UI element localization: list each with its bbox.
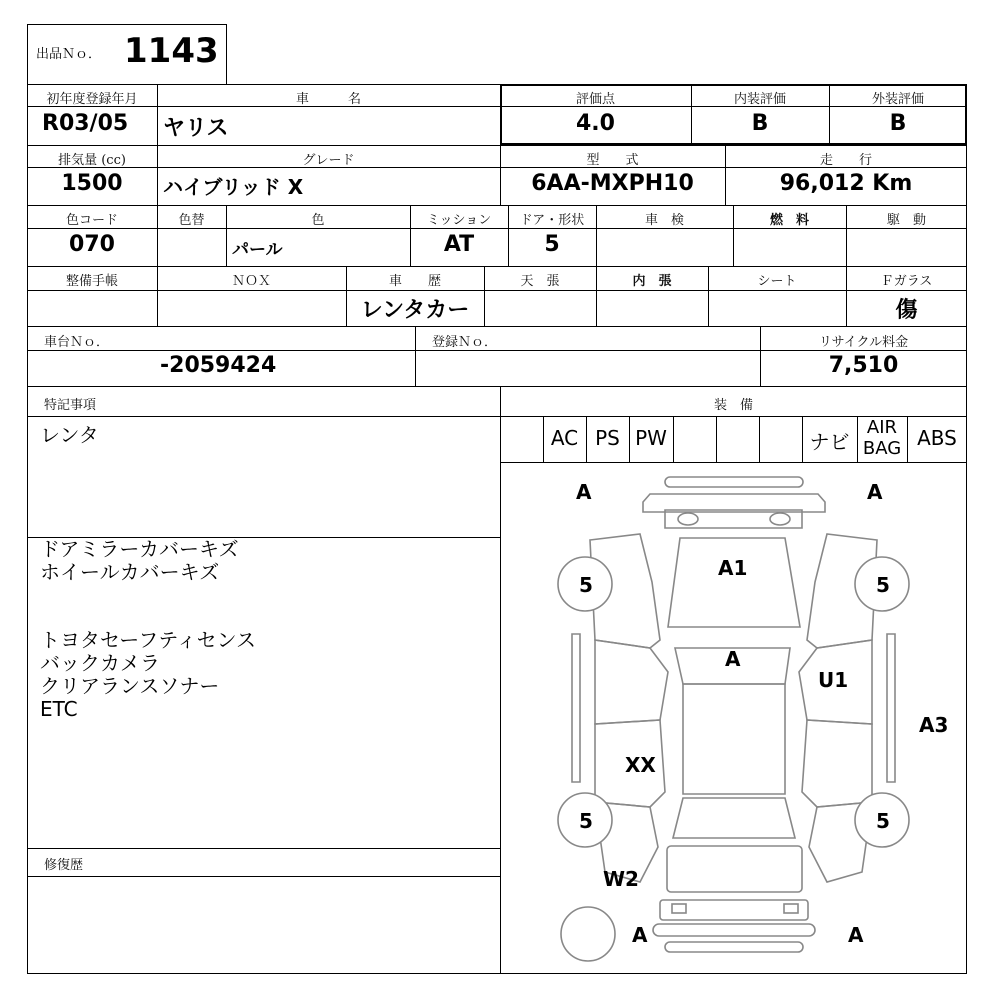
inspection-label: 車 検 — [644, 213, 684, 228]
notes-list — [40, 538, 256, 721]
mark-rear-left: W2 — [603, 867, 639, 891]
door-shape-value: 5 — [544, 232, 560, 257]
seat-label: シート — [757, 274, 797, 289]
grade-value: ハイブリッド X — [163, 175, 304, 199]
equipment-abs: ABS — [917, 426, 957, 450]
list-item: ETC — [40, 697, 78, 721]
recycle-fee-value: 7,510 — [828, 353, 899, 378]
registration-number-label: 登録Ｎｏ． — [432, 335, 498, 350]
color-value: パール — [232, 240, 283, 260]
list-item: ホイールカバーキズ — [40, 560, 220, 584]
reg-date-label: 初年度登録年月 — [46, 92, 138, 107]
chassis-number-label: 車台Ｎｏ． — [44, 335, 110, 350]
mark-quarter-right: A3 — [919, 713, 949, 737]
equipment-pw: PW — [635, 426, 667, 450]
mileage-value: 96,012 Km — [779, 171, 913, 196]
recycle-fee-label: リサイクル料金 — [818, 335, 909, 350]
grade-label: グレード — [302, 153, 355, 168]
car-name-value: ヤリス — [163, 116, 229, 141]
equipment-navi: ナビ — [809, 430, 850, 454]
fuel-label: 燃 料 — [769, 213, 809, 228]
list-item: バックカメラ — [40, 651, 160, 675]
mark-hood: A1 — [718, 556, 748, 580]
mark-rear-bottom-left: A — [632, 923, 648, 947]
exterior-grade-value: B — [889, 111, 907, 136]
mark-door-right: U1 — [818, 668, 849, 692]
mark-tire-rear-right: 5 — [876, 809, 890, 833]
list-item: ドアミラーカバーキズ — [40, 537, 239, 561]
color-code-label: 色コード — [65, 213, 118, 228]
equipment-ac: AC — [550, 426, 579, 450]
mark-tire-front-left: 5 — [579, 573, 593, 597]
score-value: 4.0 — [576, 111, 615, 136]
car-history-value: レンタカー — [360, 298, 470, 323]
notes-line: レンタ — [40, 423, 99, 447]
transmission-label: ミッション — [426, 213, 492, 228]
inner-panel-label: 内 張 — [632, 274, 672, 289]
model-code-value: 6AA-MXPH10 — [531, 171, 694, 196]
color-code-value: 070 — [69, 232, 115, 257]
drive-label: 駆 動 — [886, 213, 926, 228]
interior-grade-value: B — [751, 111, 769, 136]
mark-front-right: A — [867, 480, 883, 504]
interior-grade-label: 内装評価 — [733, 92, 786, 107]
door-shape-label: ドア・形状 — [519, 213, 585, 228]
lot-number-box — [27, 24, 227, 85]
list-item — [40, 584, 256, 629]
ceiling-label: 天 張 — [520, 274, 560, 289]
equipment-ps: PS — [595, 426, 620, 450]
car-damage-diagram — [500, 462, 967, 974]
color-label: 色 — [311, 213, 325, 228]
chassis-number-value: -2059424 — [160, 353, 277, 378]
list-item: トヨタセーフティセンス — [40, 628, 256, 652]
mark-roof-front: A — [725, 647, 741, 671]
reg-date-value: R03/05 — [42, 111, 129, 136]
model-code-label: 型 式 — [586, 153, 639, 168]
displacement-label: 排気量 (cc) — [58, 153, 126, 168]
mileage-label: 走 行 — [819, 153, 872, 168]
notes-label: 特記事項 — [44, 398, 97, 413]
color-change-label: 色替 — [178, 213, 205, 228]
displacement-value: 1500 — [61, 171, 123, 196]
maintenance-book-label: 整備手帳 — [65, 274, 118, 289]
repair-history-label: 修復歴 — [44, 858, 84, 873]
lot-number: 1143 — [124, 31, 219, 71]
car-name-label: 車 名 — [295, 92, 361, 107]
mark-rear-bottom-right: A — [848, 923, 864, 947]
car-history-label: 車 歴 — [388, 274, 441, 289]
mark-tire-rear-left: 5 — [579, 809, 593, 833]
score-label: 評価点 — [575, 92, 615, 107]
exterior-grade-label: 外装評価 — [871, 92, 924, 107]
mark-front-left: A — [576, 480, 592, 504]
transmission-value: AT — [443, 232, 475, 257]
equipment-airbag: AIR BAG — [862, 417, 902, 459]
lot-number-label: 出品Ｎｏ． — [36, 47, 102, 62]
list-item: クリアランスソナー — [40, 674, 220, 698]
front-glass-label: Ｆガラス — [880, 274, 933, 289]
mark-door-left: XX — [625, 753, 656, 777]
nox-label: ＮＯＸ — [231, 274, 271, 289]
front-glass-value: 傷 — [895, 298, 918, 323]
mark-tire-front-right: 5 — [876, 573, 890, 597]
equipment-label: 装 備 — [713, 398, 753, 413]
